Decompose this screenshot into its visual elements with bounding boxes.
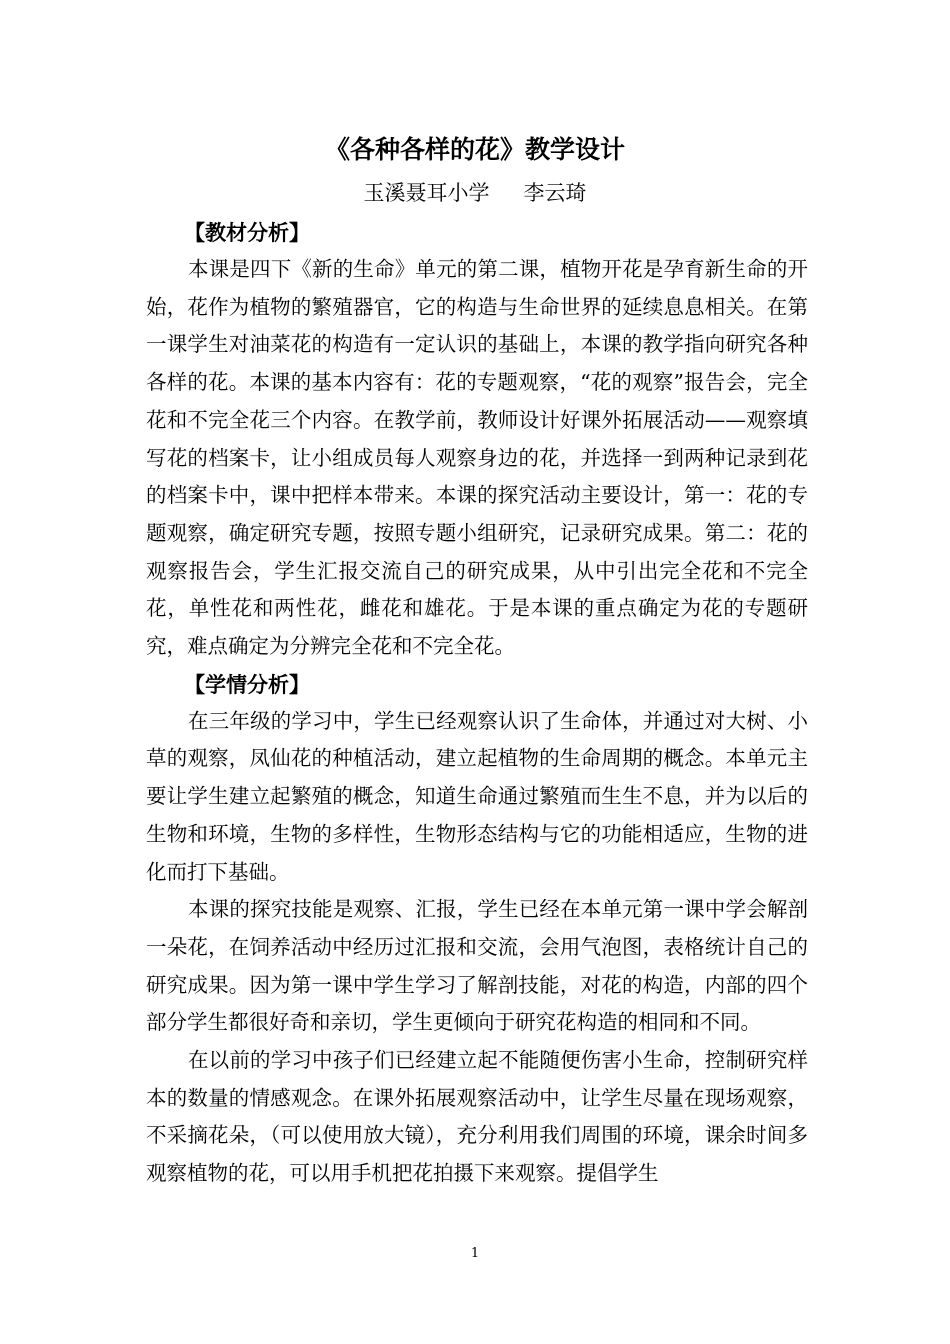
paragraph: 在以前的学习中孩子们已经建立起不能随便伤害小生命，控制研究样本的数量的情感观念。在课外拓展观察活动中，让学生尽量在现场观察，不采摘花朵，（可以使用放大镜），充分利用我们周围的环境，课余时间多观察植物的花，可以用手机把花拍摄下来观察。提倡学生 <box>146 1048 808 1186</box>
document-title: 《各种各样的花》教学设计 <box>324 135 625 164</box>
section-heading-student-analysis: 【学情分析】 <box>184 671 310 697</box>
paragraph: 本课是四下《新的生命》单元的第二课，植物开花是孕育新生命的开始，花作为植物的繁殖器官，它的构造与生命世界的延续息息相关。在第一课学生对油菜花的构造有一定认识的基础上，本课的教学指向研究各种各样的花。本课的基本内容有：花的专题观察，“花的观察”报告会，完全花和不完全花三个内容。在教学前，教师设计好课外拓展活动——观察填写花的档案卡，让小组成员每人观察身边的花，并选择一到两种记录到花的档案卡中，课中把样本带来。本课的探究活动主要设计，第一：花的专题观察，确定研究专题，按照专题小组研究，记录研究成果。第二：花的观察报告会，学生汇报交流自己的研究成果，从中引出完全花和不完全花，单性花和两性花，雌花和雄花。于是本课的重点确定为花的专题研究，难点确定为分辨完全花和不完全花。 <box>146 257 808 659</box>
paragraph: 本课的探究技能是观察、汇报，学生已经在本单元第一课中学会解剖一朵花，在饲养活动中经历过汇报和交流，会用气泡图，表格统计自己的研究成果。因为第一课中学生学习了解剖技能，对花的构造，内部的四个部分学生都很好奇和亲切，学生更倾向于研究花构造的相同和不同。 <box>146 897 808 1035</box>
section-heading-textbook-analysis: 【教材分析】 <box>184 220 310 245</box>
author-line <box>0 178 950 208</box>
document-body <box>146 214 808 1193</box>
paragraph: 在三年级的学习中，学生已经观察认识了生命体，并通过对大树、小草的观察，凤仙花的种植活动，建立起植物的生命周期的概念。本单元主要让学生建立起繁殖的概念，知道生命通过繁殖而生生不息，并为以后的生物和环境，生物的多样性，生物形态结构与它的功能相适应，生物的进化而打下基础。 <box>146 708 808 884</box>
author-school: 玉溪聂耳小学 <box>363 181 490 205</box>
author-name: 李云琦 <box>523 181 587 205</box>
page-number: 1 <box>470 1246 480 1261</box>
